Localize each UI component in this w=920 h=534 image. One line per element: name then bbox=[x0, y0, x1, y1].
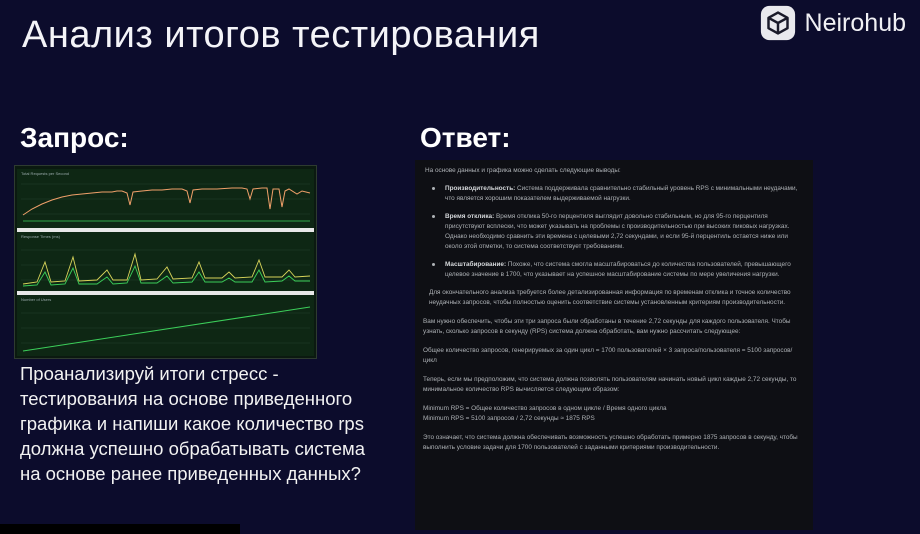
answer-paragraph: Общее количество запросов, генерируемых за один цикл = 1700 пользователей × 3 запроса/пользователя = 5100 запросов/цикл bbox=[423, 347, 793, 364]
rps-chart-title: Total Requests per Second bbox=[21, 171, 70, 176]
formula-line: Minimum RPS = 5100 запросов / 2,72 секунды ≈ 1875 RPS bbox=[423, 415, 595, 422]
rps-chart-panel bbox=[17, 169, 314, 228]
answer-paragraph: Для окончательного анализа требуется более детализированная информация по временам отклика и точное количество неудачных запросов, чтобы полностью оценить соответствие системы установленным критериям производительности. bbox=[429, 289, 791, 306]
users-chart bbox=[17, 295, 314, 356]
answer-panel bbox=[415, 160, 813, 530]
formula-line: Minimum RPS = Общее количество запросов в одном цикле / Время одного цикла bbox=[423, 405, 667, 412]
answer-label: Ответ: bbox=[420, 122, 511, 153]
response-p50-line bbox=[23, 266, 310, 286]
answer-paragraph: Вам нужно обеспечить, чтобы эти три запроса были обработаны в течение 2,72 секунды для каждого пользователя. Чтобы узнать, сколько запросов в секунду (RPS) система должна обработать, вам нужно рассчитать следующее: bbox=[423, 318, 791, 335]
rps-chart bbox=[17, 169, 314, 228]
users-line bbox=[23, 307, 310, 351]
request-label: Запрос: bbox=[20, 122, 129, 153]
bullet-icon bbox=[432, 215, 435, 218]
list-item bbox=[415, 184, 799, 204]
bottom-bar bbox=[0, 524, 240, 534]
rps-line bbox=[23, 188, 310, 215]
answer-intro: На основе данных и графика можно сделать следующие выводы: bbox=[425, 167, 621, 174]
response-time-chart bbox=[17, 232, 314, 291]
bullet-text: Система поддерживала сравнительно стабильный уровень RPS с минимальными неудачами, что является хорошим показателем выдерживаемой нагрузки. bbox=[445, 185, 798, 202]
answer-paragraph: Это означает, что система должна обеспечивать возможность успешно обработать примерно 1875 запросов в секунду, чтобы выполнить условие задачи для 1700 пользователей с заданными критериями производительности. bbox=[423, 434, 798, 451]
bullet-title: Производительность: bbox=[445, 185, 516, 192]
answer-paragraph: Теперь, если мы предположим, что система должна позволять пользователям начинать новый цикл каждые 2,72 секунды, то минимальное количество RPS вычисляется следующим образом: bbox=[423, 376, 797, 393]
response-p95-line bbox=[23, 254, 310, 284]
bullet-title: Время отклика: bbox=[445, 213, 495, 220]
response-time-panel bbox=[17, 232, 314, 291]
answer-bullet-list bbox=[415, 184, 813, 280]
cube-logo-icon bbox=[759, 4, 797, 42]
users-chart-title: Number of Users bbox=[21, 297, 52, 302]
bullet-icon bbox=[432, 263, 435, 266]
response-chart-title: Response Times (ms) bbox=[21, 234, 60, 239]
list-item bbox=[415, 212, 799, 252]
bullet-text: Время отклика 50-го перцентиля выглядит довольно стабильным, но для 95-го перцентиля присутствуют всплески, что может указывать на проблемы с производительностью при высоких пиковых нагрузках. Однако необходимо сравнить эти времена с целевыми 2,72 секундами, и если 95-й перцентиль остается ниже или около этой отметки, то система соответствует требованиям. bbox=[445, 213, 790, 250]
stress-test-charts bbox=[14, 165, 317, 359]
bullet-title: Масштабирование: bbox=[445, 261, 507, 268]
slide-title: Анализ итогов тестирования bbox=[22, 14, 540, 56]
users-chart-panel bbox=[17, 295, 314, 356]
brand-logo bbox=[759, 4, 906, 42]
prompt-text: Проанализируй итоги стресс - тестирования на основе приведенного графика и напиши какое количество rps должна успешно обрабатывать система на основе ранее приведенных данных? bbox=[20, 363, 366, 484]
list-item bbox=[415, 260, 799, 280]
brand-name: Neirohub bbox=[804, 8, 906, 37]
bullet-text: Похоже, что система смогла масштабироваться до количества пользователей, превышающего целевое значение в 1700, что указывает на успешное масштабирование системы по мере увеличения нагрузки. bbox=[445, 261, 791, 278]
bullet-icon bbox=[432, 187, 435, 190]
